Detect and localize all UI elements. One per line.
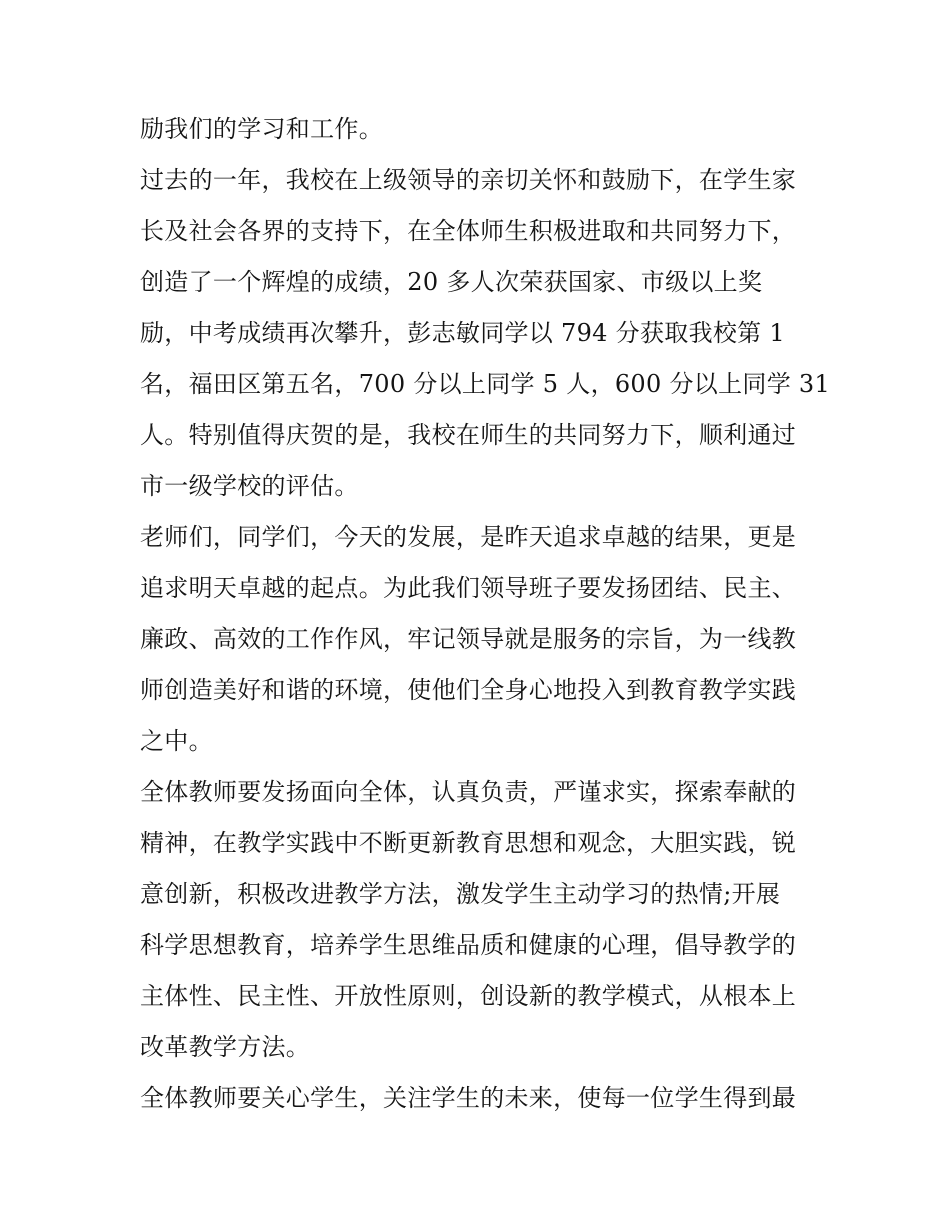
text-line-6: 名，福田区第五名，700 分以上同学 5 人，600 分以上同学 31 xyxy=(140,370,831,398)
text-line-9: 老师们，同学们，今天的发展，是昨天追求卓越的结果，更是 xyxy=(140,523,797,551)
text-line-1: 励我们的学习和工作。 xyxy=(140,115,383,143)
text-line-5: 励，中考成绩再次攀升，彭志敏同学以 794 分获取我校第 1 xyxy=(140,319,785,347)
text-line-13: 之中。 xyxy=(140,727,213,755)
text-line-12: 师创造美好和谐的环境，使他们全身心地投入到教育教学实践 xyxy=(140,676,797,704)
text-line-2: 过去的一年，我校在上级领导的亲切关怀和鼓励下，在学生家 xyxy=(140,166,797,194)
text-line-8: 市一级学校的评估。 xyxy=(140,472,359,500)
text-line-19: 改革教学方法。 xyxy=(140,1033,311,1061)
text-line-4: 创造了一个辉煌的成绩，20 多人次荣获国家、市级以上奖 xyxy=(140,268,763,296)
text-line-20: 全体教师要关心学生，关注学生的未来，使每一位学生得到最 xyxy=(140,1084,797,1112)
text-line-3: 长及社会各界的支持下，在全体师生积极进取和共同努力下， xyxy=(140,217,797,245)
text-line-18: 主体性、民主性、开放性原则，创设新的教学模式，从根本上 xyxy=(140,982,797,1010)
text-line-10: 追求明天卓越的起点。为此我们领导班子要发扬团结、民主、 xyxy=(140,574,797,602)
text-line-15: 精神，在教学实践中不断更新教育思想和观念，大胆实践，锐 xyxy=(140,829,797,857)
text-line-11: 廉政、高效的工作作风，牢记领导就是服务的宗旨，为一线教 xyxy=(140,625,797,653)
text-line-17: 科学思想教育，培养学生思维品质和健康的心理，倡导教学的 xyxy=(140,931,797,959)
text-line-7: 人。特别值得庆贺的是，我校在师生的共同努力下，顺利通过 xyxy=(140,421,797,449)
text-line-16: 意创新，积极改进教学方法，激发学生主动学习的热情;开展 xyxy=(140,880,781,908)
text-line-14: 全体教师要发扬面向全体，认真负责，严谨求实，探索奉献的 xyxy=(140,778,797,806)
